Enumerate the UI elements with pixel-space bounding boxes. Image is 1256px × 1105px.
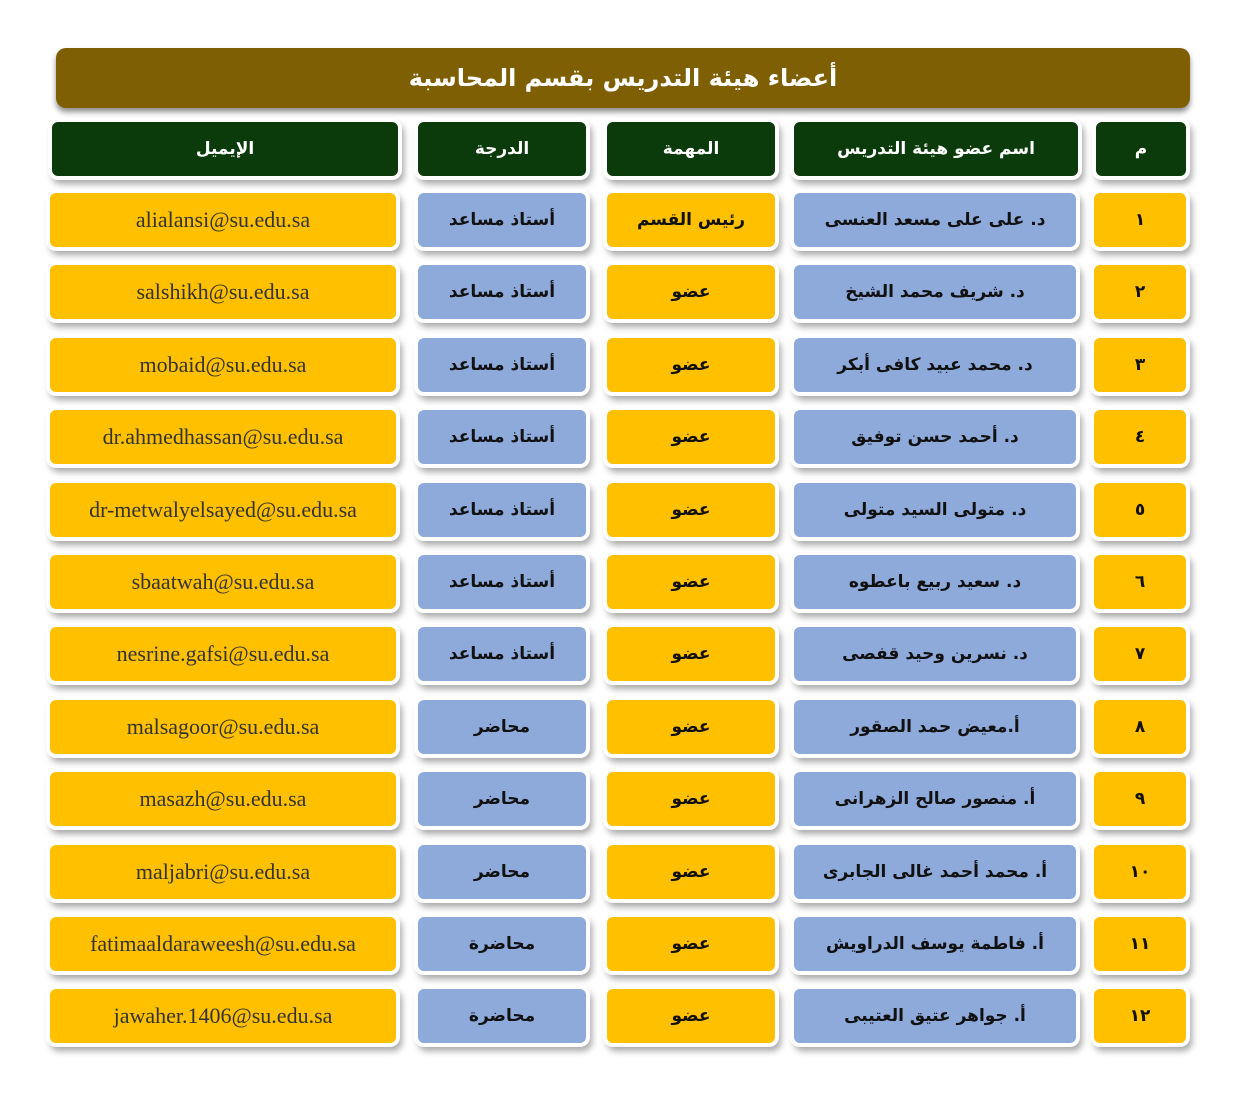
row-number: ١١ <box>1094 917 1186 971</box>
row-number: ١ <box>1094 193 1186 247</box>
row-role: عضو <box>607 845 775 899</box>
row-name: د. أحمد حسن توفيق <box>794 410 1076 464</box>
row-name: د. سعيد ربيع باعطوه <box>794 555 1076 609</box>
row-email: mobaid@su.edu.sa <box>50 338 396 392</box>
row-grade: أستاذ مساعد <box>418 265 586 319</box>
header-grade: الدرجة <box>418 122 586 176</box>
header-num: م <box>1096 122 1186 176</box>
row-name: أ. محمد أحمد غالى الجابرى <box>794 845 1076 899</box>
row-email: alialansi@su.edu.sa <box>50 193 396 247</box>
row-role: عضو <box>607 772 775 826</box>
header-role: المهمة <box>607 122 775 176</box>
row-number: ٣ <box>1094 338 1186 392</box>
row-number: ٤ <box>1094 410 1186 464</box>
row-name: د. محمد عبيد كافى أبكر <box>794 338 1076 392</box>
row-grade: أستاذ مساعد <box>418 627 586 681</box>
row-number: ٥ <box>1094 483 1186 537</box>
row-grade: محاضر <box>418 700 586 754</box>
row-role: رئيس القسم <box>607 193 775 247</box>
row-grade: أستاذ مساعد <box>418 483 586 537</box>
row-name: أ. منصور صالح الزهرانى <box>794 772 1076 826</box>
page-title: أعضاء هيئة التدريس بقسم المحاسبة <box>408 64 838 92</box>
row-name: أ. فاطمة يوسف الدراويش <box>794 917 1076 971</box>
row-grade: محاضر <box>418 845 586 899</box>
row-number: ٩ <box>1094 772 1186 826</box>
row-grade: أستاذ مساعد <box>418 193 586 247</box>
row-email: salshikh@su.edu.sa <box>50 265 396 319</box>
row-role: عضو <box>607 265 775 319</box>
row-number: ١٠ <box>1094 845 1186 899</box>
row-name: د. نسرين وحيد قفصى <box>794 627 1076 681</box>
row-role: عضو <box>607 483 775 537</box>
row-email: jawaher.1406@su.edu.sa <box>50 989 396 1043</box>
row-role: عضو <box>607 627 775 681</box>
row-role: عضو <box>607 338 775 392</box>
header-name: اسم عضو هيئة التدريس <box>794 122 1078 176</box>
row-role: عضو <box>607 700 775 754</box>
row-number: ٧ <box>1094 627 1186 681</box>
row-grade: محاضرة <box>418 989 586 1043</box>
row-name: أ. جواهر عتيق العتيبى <box>794 989 1076 1043</box>
row-email: malsagoor@su.edu.sa <box>50 700 396 754</box>
row-role: عضو <box>607 989 775 1043</box>
row-number: ٨ <box>1094 700 1186 754</box>
row-number: ١٢ <box>1094 989 1186 1043</box>
row-grade: أستاذ مساعد <box>418 410 586 464</box>
header-email: الإيميل <box>52 122 398 176</box>
row-name: د. على على مسعد العنسى <box>794 193 1076 247</box>
row-grade: أستاذ مساعد <box>418 338 586 392</box>
row-email: sbaatwah@su.edu.sa <box>50 555 396 609</box>
row-name: أ.معيض حمد الصقور <box>794 700 1076 754</box>
row-email: fatimaaldaraweesh@su.edu.sa <box>50 917 396 971</box>
title-bar <box>56 48 1190 108</box>
row-role: عضو <box>607 555 775 609</box>
row-email: nesrine.gafsi@su.edu.sa <box>50 627 396 681</box>
row-email: dr.ahmedhassan@su.edu.sa <box>50 410 396 464</box>
row-email: masazh@su.edu.sa <box>50 772 396 826</box>
row-name: د. متولى السيد متولى <box>794 483 1076 537</box>
row-number: ٦ <box>1094 555 1186 609</box>
row-email: maljabri@su.edu.sa <box>50 845 396 899</box>
row-grade: محاضرة <box>418 917 586 971</box>
row-name: د. شريف محمد الشيخ <box>794 265 1076 319</box>
row-grade: محاضر <box>418 772 586 826</box>
row-grade: أستاذ مساعد <box>418 555 586 609</box>
row-role: عضو <box>607 410 775 464</box>
row-role: عضو <box>607 917 775 971</box>
row-number: ٢ <box>1094 265 1186 319</box>
row-email: dr-metwalyelsayed@su.edu.sa <box>50 483 396 537</box>
